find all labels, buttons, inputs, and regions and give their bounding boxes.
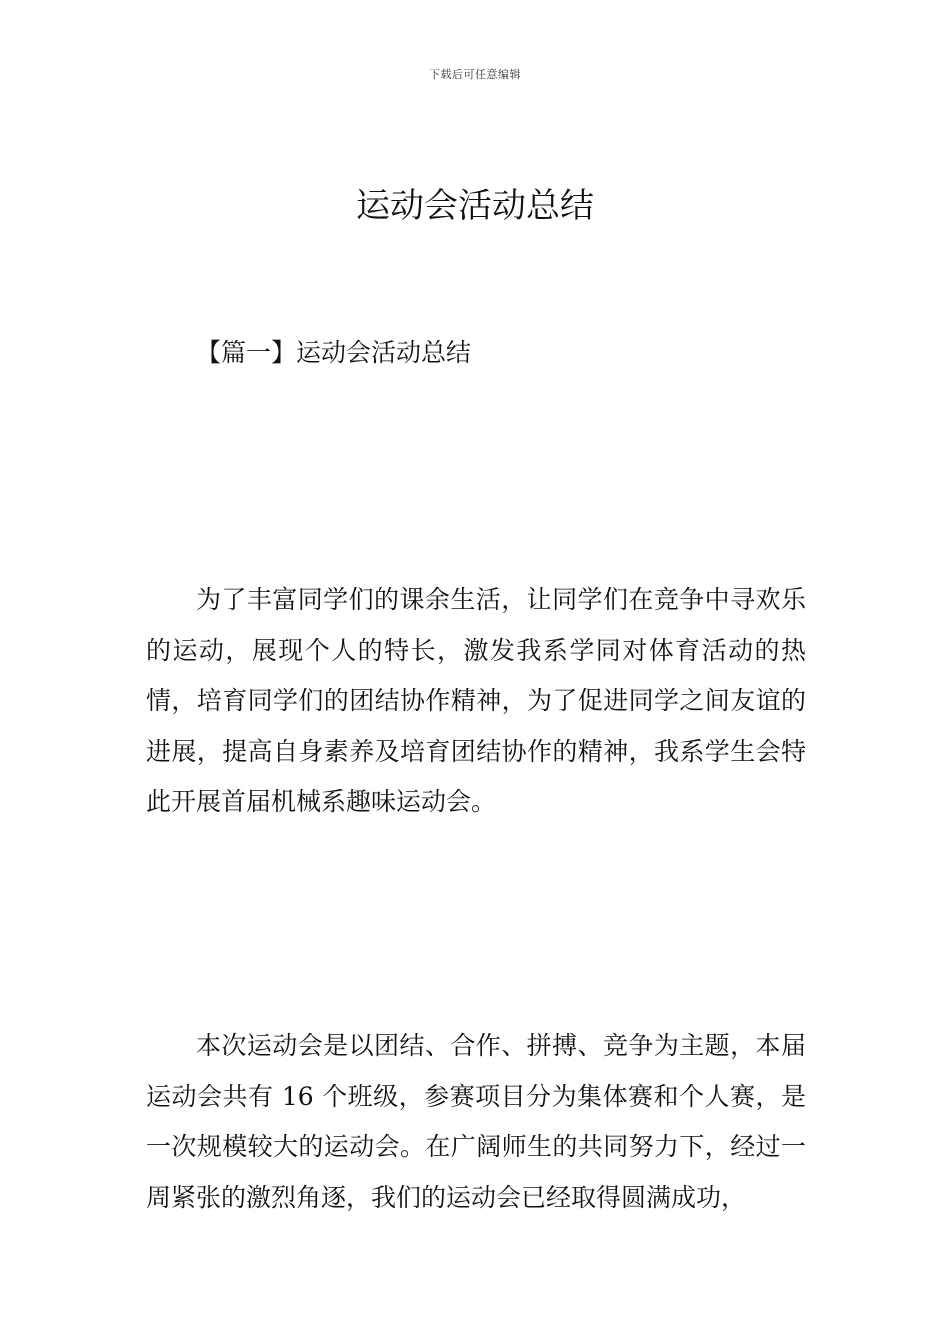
header-note: 下载后可任意编辑 <box>429 68 521 81</box>
body-paragraph-1: 为了丰富同学们的课余生活，让同学们在竞争中寻欢乐的运动，展现个人的特长，激发我系学同对体育活动的热情，培育同学们的团结协作精神，为了促进同学之间友谊的进展，提高自身素养及培育团结协作的精神，我系学生会特此开展首届机械系趣味运动会。 <box>146 585 806 816</box>
section-heading: 【篇一】运动会活动总结 <box>196 338 472 367</box>
body-paragraph-2: 本次运动会是以团结、合作、拼搏、竞争为主题，本届运动会共有 16 个班级，参赛项目分为集体赛和个人赛，是一次规模较大的运动会。在广阔师生的共同努力下，经过一周紧张的激烈角逐，我们的运动会已经取得圆满成功， <box>146 1031 806 1212</box>
document-title: 运动会活动总结 <box>356 186 594 226</box>
